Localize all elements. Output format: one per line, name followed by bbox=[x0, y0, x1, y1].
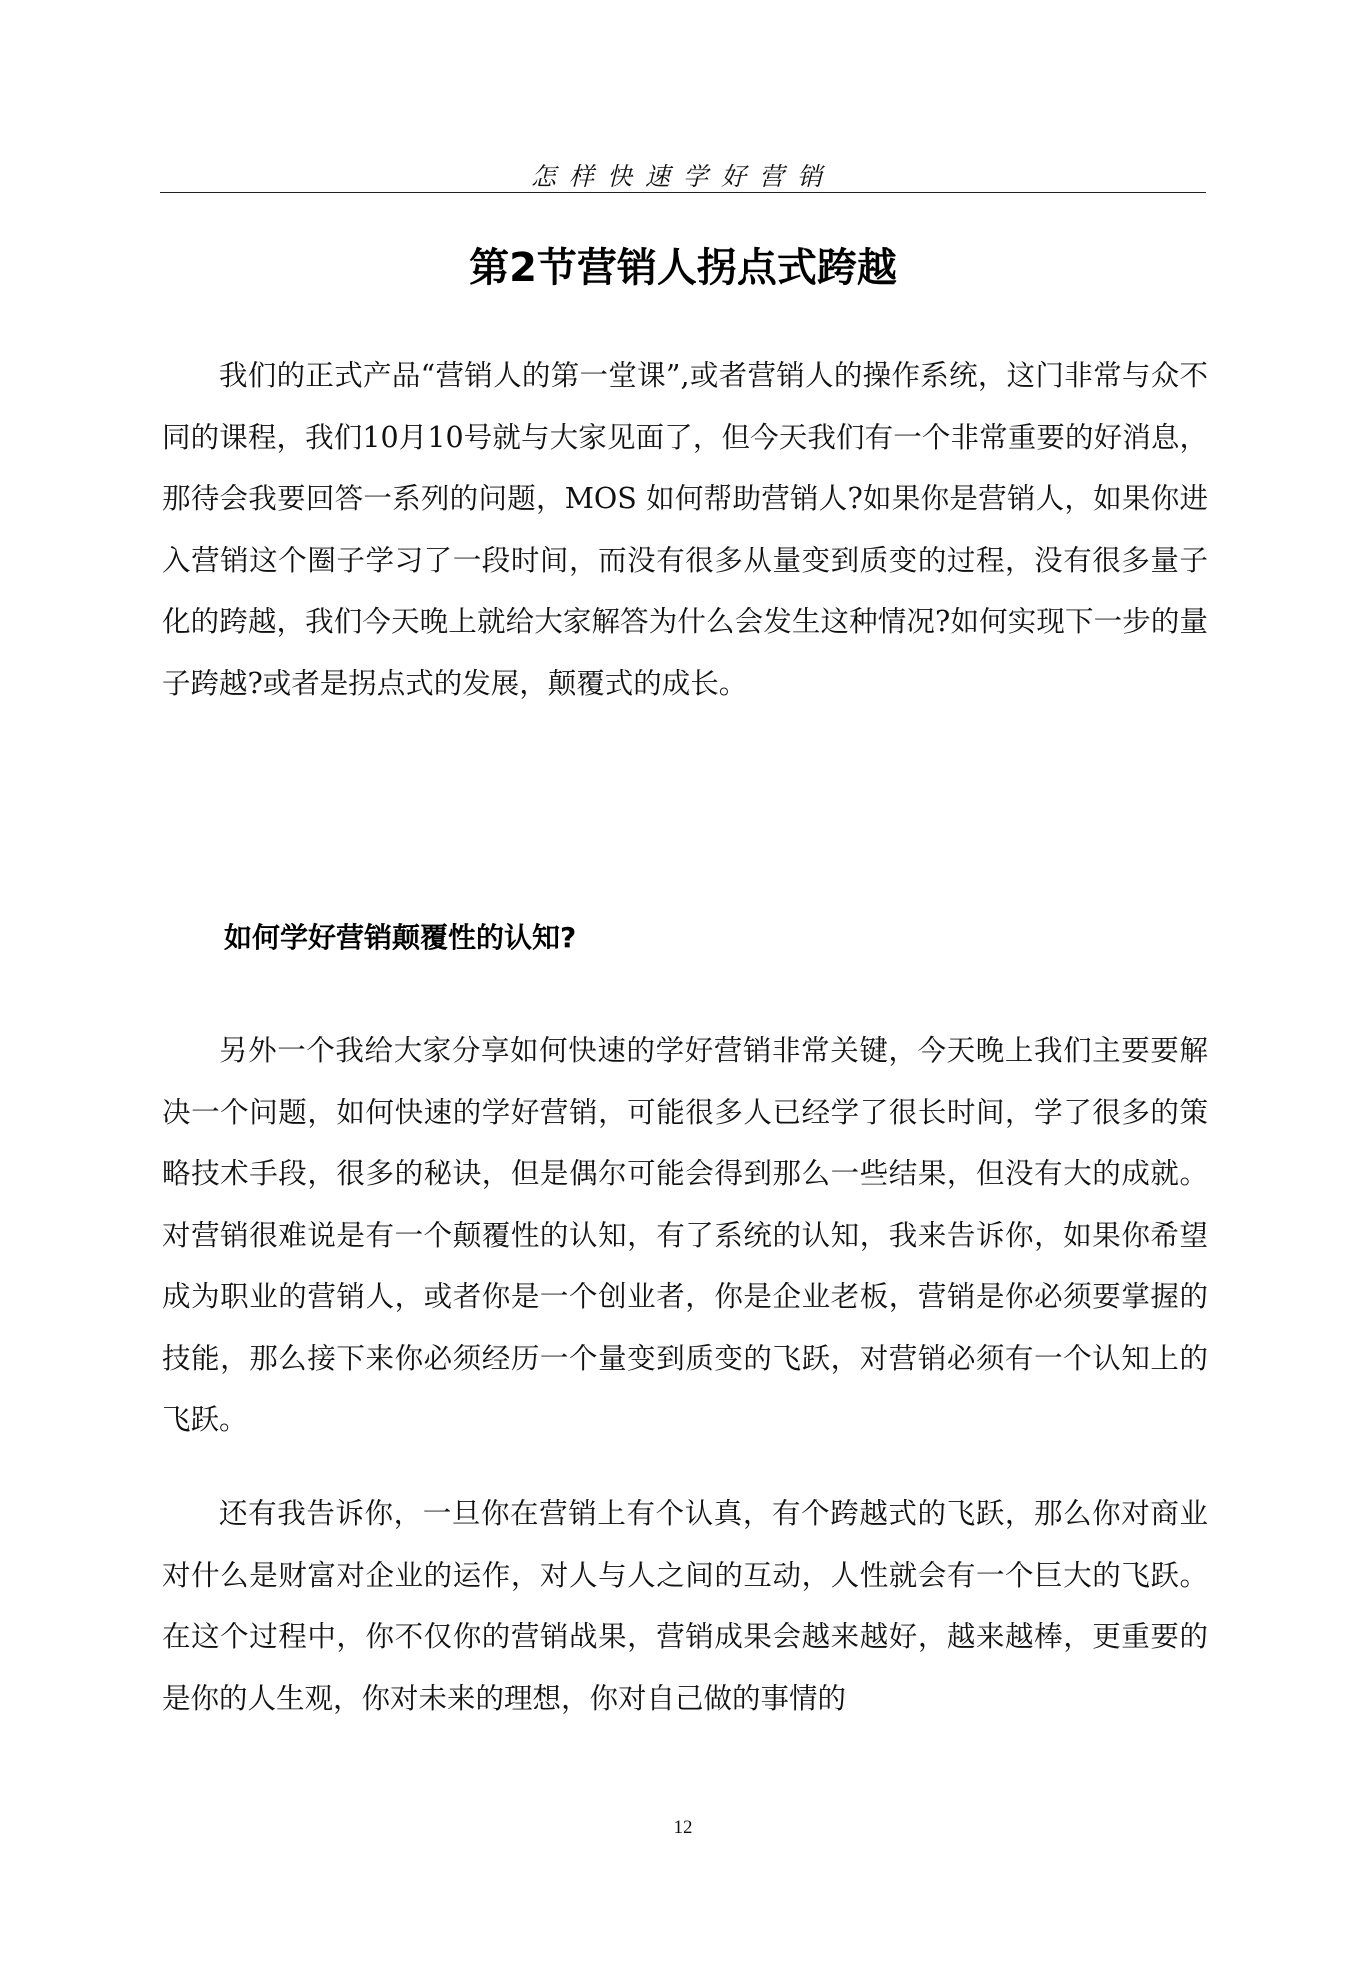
body-paragraph-3: 还有我告诉你，一旦你在营销上有个认真，有个跨越式的飞跃，那么你对商业对什么是财富对企业的运作，对人与人之间的互动，人性就会有一个巨大的飞跃。在这个过程中，你不仅你的营销战果，营销成果会越来越好，越来越棒，更重要的是你的人生观，你对未来的理想，你对自己做的事情的 bbox=[162, 1497, 1208, 1715]
body-paragraph-2: 另外一个我给大家分享如何快速的学好营销非常关键，今天晚上我们主要要解决一个问题，如何快速的学好营销，可能很多人已经学了很长时间，学了很多的策略技术手段，很多的秘诀，但是偶尔可能会得到那么一些结果，但没有大的成就。对营销很难说是有一个颠覆性的认知，有了系统的认知，我来告诉你，如果你希望成为职业的营销人，或者你是一个创业者，你是企业老板，营销是你必须要掌握的技能，那么接下来你必须经历一个量变到质变的飞跃，对营销必须有一个认知上的飞跃。 bbox=[162, 1034, 1208, 1436]
header-divider bbox=[160, 192, 1206, 193]
subheading: 如何学好营销颠覆性的认知? bbox=[224, 921, 577, 954]
page-number: 12 bbox=[673, 1817, 693, 1838]
running-header: 怎样快速学好营销 bbox=[530, 162, 835, 191]
body-paragraph-1: 我们的正式产品“营销人的第一堂课”,或者营销人的操作系统，这门非常与众不同的课程，我们10月10号就与大家见面了，但今天我们有一个非常重要的好消息，那待会我要回答一系列的问题，MOS 如何帮助营销人?如果你是营销人，如果你进入营销这个圈子学习了一段时间，而没有很多从量变到质变的过程，没有很多量子化的跨越，我们今天晚上就给大家解答为什么会发生这种情况?如何实现下一步的量子跨越?或者是拐点式的发展，颠覆式的成长。 bbox=[162, 359, 1208, 700]
section-title: 第2节营销人拐点式跨越 bbox=[469, 245, 897, 291]
